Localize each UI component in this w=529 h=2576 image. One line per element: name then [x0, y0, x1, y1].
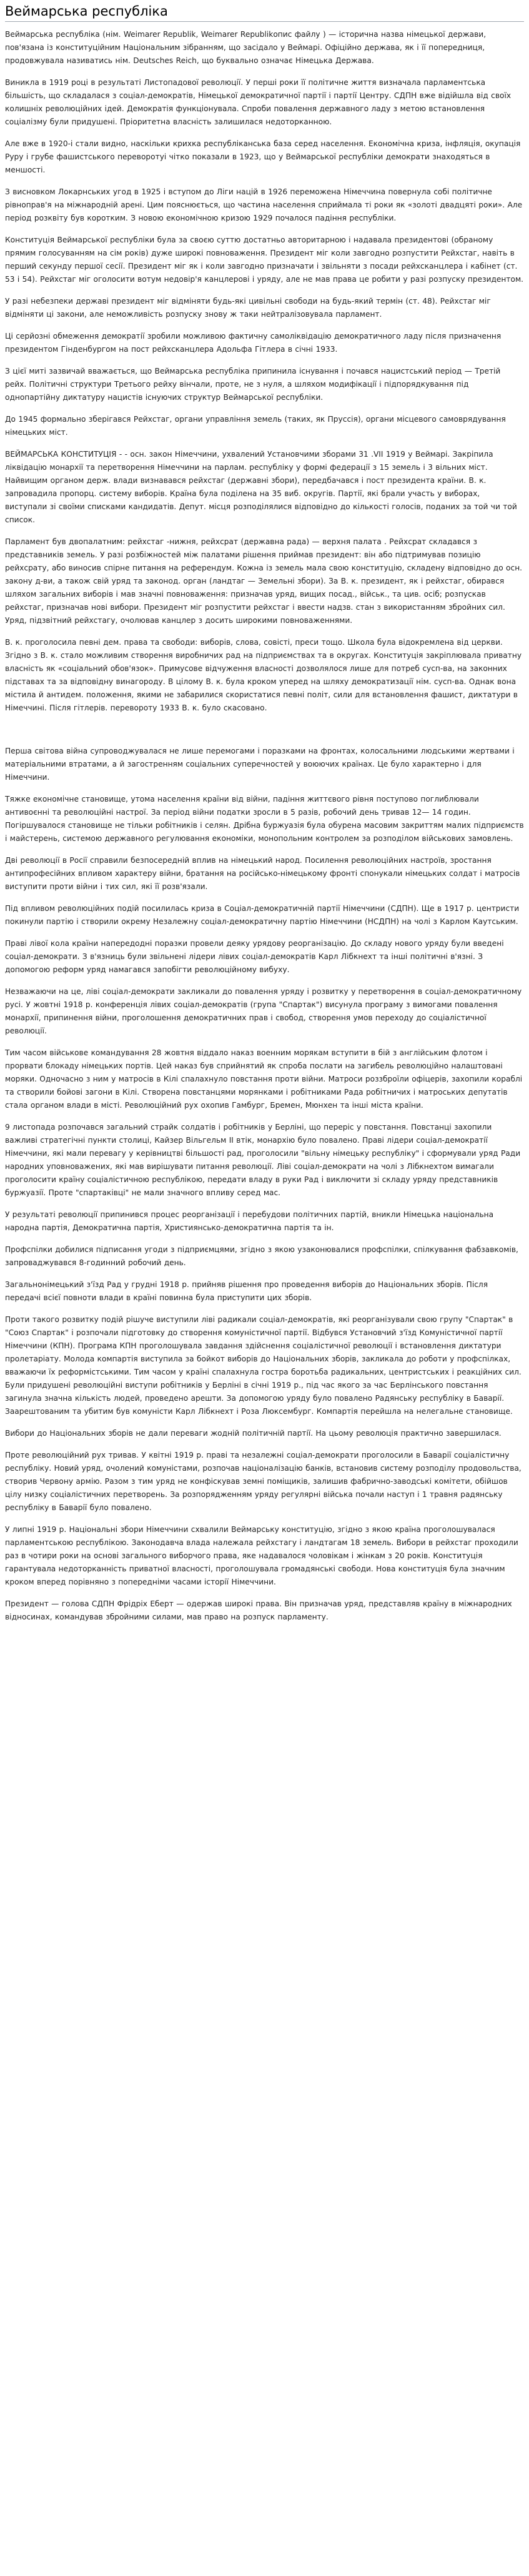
- article-paragraph: Проти такого розвитку подій рішуче виступили ліві радикали соціал-демократів, які реорганізували свою групу "Спартак" в "Союз Спартак" і розпочали підготовку до створення комуністичної партії. Відбувся Установчий з'їзд Комуністичної партії Німеччини (КПН). Програма КПН проголошувала завдання здійснення соціалістичної революції і встановлення диктатури пролетаріату. Молода компартія виступила за бойкот виборів до Національних зборів, закликала до роботи у профспілках, вважаючи їх реформістськими. Тим часом у країні спалахнула гостра боротьба радикальних, центристських і реакційних сил. Були придушені революційні виступи робітників у Берліні в січні 1919 р., під час якого за час Берлінського повстання загинула значна кількість людей, проведено арешти. За допомогою уряду було повалено Радянську республіку в Баварії. Заарештованим та убитим був комуністи Карл Лібкнехт і Роза Люксембург. Компартія перейшла на нелегальне становище.: [5, 1315, 522, 1416]
- page-title: Веймарська республіка: [5, 2, 524, 22]
- article-paragraph: З цієї миті зазвичай вважається, що Веймарська республіка припинила існування і почався нацистський період — Третій рейх. Політичні структури Третього рейху вінчали, проте, не з нуля, а шляхом модифікації і підпорядкування під однопартійну диктатуру нацистів існуючих структур Веймарської республіки.: [5, 367, 501, 402]
- article-paragraph: Виникла в 1919 році в результаті Листопадової революції. У перші роки її політичне життя визначала парламентська більшість, що складалася з соціал-демократів, Німецької демократичної партії і партії Центру. СДПН вже відійшла від своїх колишніх революційних ідей. Демократія функціонувала. Спроби повалення державного ладу з метою встановлення соціалізму були придушені. Пріоритетна власність залишилася недоторканною.: [5, 78, 512, 126]
- article-paragraph: Праві лівої кола країни напередодні поразки провели деяку урядову реорганізацію. До складу нового уряду були введені соціал-демократи. З в'язниць були звільнені лідери лівих соціал-демократів Карл Лібкнехт та інші політичні в'язні. З допомогою реформ уряд намагався запобігти революційному вибуху.: [5, 939, 504, 974]
- article-paragraph: Вибори до Національних зборів не дали переваги жодній політичній партії. На цьому революція практично завершилася.: [5, 1429, 502, 1438]
- article-paragraph: ВЕЙМАРСЬКА КОНСТИТУЦІЯ - - осн. закон Німеччини, ухвалений Установчими зборами 31 .VII 1919 у Веймарі. Закріпила ліквідацію монархії та перетворення Німеччини на парлам. республіку у формі федерації з 15 земель і 3 вільних міст. Найвищим органом держ. влади визнавався рейхстаг (державні збори), передбачався і пост президента країни. В. к. запровадила пропорц. систему виборів. Країна була поділена на 35 виб. округів. Партії, які брали участь у виборах, виступали зі своїми списками кандидатів. Депут. місця розподілялися відповідно до кількості голосів, поданих за той чи той список.: [5, 450, 517, 524]
- article-paragraph: До 1945 формально зберігався Рейхстаг, органи управління земель (таких, як Пруссія), органи місцевого самоврядування німецьких міст.: [5, 415, 506, 437]
- article-paragraph: Дві революції в Росії справили безпосередній вплив на німецький народ. Посилення революційних настроїв, зростання антипрофесійних впливом характеру війни, братання на російсько-німецькому фронті спонукали німецьких солдат і матросів виступити проти війни і тих сил, які її розв'язали.: [5, 856, 520, 891]
- article-paragraph: Конституція Веймарської республіки була за своєю суттю достатньо авторитарною і надавала президентові (обраному прямим голосуванням на сім років) дуже широкі повноваження. Президент міг коли завгодно розпустити Рейхстаг, навіть в перший секунду першої сесії. Президент міг як і коли завгодно призначати і звільняти з посади рейхсканцлера і кабінет (ст. 53 і 54). Рейхстаг міг оголосити вотум недовір'я канцлерові і уряду, але не мав права це робити у разі розпуску президентом.: [5, 236, 524, 284]
- article-paragraph: Профспілки добилися підписання угоди з підприємцями, згідно з якою узаконювалися профспілки, спілкування фабзавкомів, запроваджувався 8-годинний робочий день.: [5, 1245, 518, 1267]
- article-paragraph: Загальнонімецький з'їзд Рад у грудні 1918 р. прийняв рішення про проведення виборів до Національних зборів. Після передачі всієї повноти влади в країні повинна була приступити цих зборів.: [5, 1280, 488, 1302]
- article-paragraph: В. к. проголосила певні дем. права та свободи: виборів, слова, совісті, преси тощо. Школа була відокремлена від церкви. Згідно з В. к. стало можливим створення виробничих рад на підприємствах та в округах. Конституція закріплювала приватну власність як «соціальний обов'язок». Примусове відчуження власності дозволялося лише для потреб сусп-ва, на законних підставах та за відповідну винагороду. В цілому В. к. була кроком уперед на шляху демократизації нім. сусп-ва. Однак вона містила й антидем. положення, якими не забарилися скористатися певні політ, сили для встановлення фашист, диктатури в Німеччині. Після гітлерів. перевороту 1933 В. к. було скасовано.: [5, 638, 522, 712]
- article-paragraph: Під впливом революційних подій посилилась криза в Соціал-демократичній партії Німеччини (СДПН). Ще в 1917 р. центристи покинули партію і створили окрему Незалежну соціал-демократичну партію Німеччини (НСДПН) на чолі з Карлом Каутським.: [5, 904, 520, 926]
- article-paragraph: 9 листопада розпочався загальний страйк солдатів і робітників у Берліні, що переріс у повстання. Повстанці захопили важливі стратегічні пункти столиці, Кайзер Вільгельм II втік, монархію було повалено. Праві лідери соціал-демократії Німеччини, які мали перевагу у керівництві більшості рад, проголосили "вільну німецьку республіку" і сформували уряд Ради народних уповноважених, які мав вирішувати питання революції. Ліві соціал-демократи на чолі з Лібкнехтом вимагали проголосити країну соціалістичною республікою, передати владу в руки Рад і виключити зі складу уряду представників буржуазії. Проте "спартаківці" не мали значного впливу серед мас.: [5, 1123, 521, 1197]
- article-paragraph: Парламент був двопалатним: рейхстаг -нижня, рейхсрат (державна рада) — верхня палата . Рейхсрат складався з представників земель. У разі розбіжностей між палатами рішення приймав президент: він або підтримував позицію рейхсрату, або виносив спірне питання на референдум. Кожна із земель мала свою конституцію, складену відповідно до осн. закону д-ви, а також свій уряд та законод. орган (ландтаг — Земельні збори). За В. к. президент, як і рейхстаг, обирався шляхом загальних виборів і мав значні повноваження: призначав уряд, вищих посад., військ., та цив. осіб; розпускав рейхстаг, призначав нові вибори. Президент міг розпустити рейхстаг і ввести надзв. стан з використанням збройних сил. Уряд, підзвітний рейхстагу, очолював канцлер з досить широкими повноваженнями.: [5, 537, 523, 625]
- article-paragraph: Ці серйозні обмеження демократії зробили можливою фактичну самоліквідацію демократичного ладу після призначення президентом Гінденбургом на пост рейхсканцлера Адольфа Гітлера в січні 1933.: [5, 332, 502, 354]
- article-paragraph: У результаті революції припинився процес реорганізації і перебудови політичних партій, вникли Німецька національна народна партія, Демократична партія, Християнсько-демократична партія та ін.: [5, 1210, 494, 1232]
- article-paragraph: Перша світова війна супроводжувалася не лише перемогами і поразками на фронтах, колосальними людськими жертвами і матеріальними втратами, а й загостренням соціальних суперечностей у воюючих країнах. Це було характерно і для Німеччини.: [5, 747, 515, 782]
- article-paragraph: Проте революційний рух тривав. У квітні 1919 р. праві та незалежні соціал-демократи проголосили в Баварії соціалістичну республіку. Новий уряд, очолений комуністами, розпочав націоналізацію банків, встановив систему розподілу продовольства, створив Червону армію. Разом з тим уряд не конфіскував земні поміщиків, залишив фабрично-заводські комітети, обійшов цілу низку соціалістичних перетворень. За розпорядженням уряду регулярні війська почали наступ і 1 травня радянську республіку в Баварії було повалено.: [5, 1451, 522, 1512]
- article-paragraph: У липні 1919 р. Національні збори Німеччини схвалили Веймарську конституцію, згідно з якою країна проголошувалася парламентською республікою. Законодавча влада належала рейхстагу і ландтагам 18 земель. Вибори в рейхстаг проходили раз в чотири роки на основі загального виборчого права, яке надавалося чоловікам і жінкам з 20 років. Конституція гарантувала недоторканність приватної власності, проголошувала громадянські свободи. Нова конституція була значним кроком вперед порівняно з попередніми часами історії Німеччини.: [5, 1525, 518, 1586]
- article-paragraph: Веймарська республіка (нім. Weimarer Republik, Weimarer Republikопис файлу ) — історична назва німецької держави, пов'язана із конституційним Національним зібранням, що засідало у Веймарі. Офіційно держава, як і її попередниця, продовжувала називатись нім. Deutsches Reich, що буквально означає Німецька Держава.: [5, 30, 487, 65]
- article-paragraph: З висновком Локарнських угод в 1925 і вступом до Ліги націй в 1926 переможена Німеччина повернула собі політичне рівноправ'я на міжнародній арені. Цим пояснюється, що частина населення сприймала ті роки як «золоті двадцяті роки». Але період розквіту був коротким. З новою економічною кризою 1929 почалося падіння республіки.: [5, 187, 523, 222]
- article-paragraph: Президент — голова СДПН Фрідріх Еберт — одержав широкі права. Він призначав уряд, представляв країну в міжнародних відносинах, командував збройними силами, мав право на розпуск парламенту.: [5, 1599, 512, 1621]
- article-paragraph: Тяжке економічне становище, утома населення країни від війни, падіння життєвого рівня поступово поглиблювали антивоєнні та революційні настрої. За період війни податки зросли в 5 разів, робочий день тривав 12— 14 годин. Погіршувалося становище не тільки робітників і селян. Дрібна буржуазія була обурена масовим закриттям малих підприємств і майстерень, системою державного регулювання економіки, монопольним контролем за розподілом військових замовлень.: [5, 795, 524, 843]
- article-paragraph: Незважаючи на це, ліві соціал-демократи закликали до повалення уряду і розвитку у перетворення в соціал-демократичному русі. У жовтні 1918 р. конференція лівих соціал-демократів (група "Спартак") висунула програму з вимогами повалення монархії, припинення війни, проголошення демократичних прав і свобод, створення умов переходу до соціалістичної революції.: [5, 987, 522, 1035]
- article-paragraph: У разі небезпеки державі президент міг відміняти будь-які цивільні свободи на будь-який термін (ст. 48). Рейхстаг міг відміняти ці закони, але неможливість розпуску знову ж таки нейтралізовувала парламент.: [5, 297, 491, 319]
- article-paragraph: Тим часом військове командування 28 жовтня віддало наказ военним морякам вступити в бій з англійським флотом і прорвати блокаду німецьких портів. Цей наказ був сприйнятий як спроба послати на загибель революційно налаштовані моряки. Одночасно з ним у матросів в Кілі спалахнуло повстання проти війни. Матроси роззброїли офіцерів, захопили кораблі та створили бойові загони в Кілі. Створена повстанцями морянками і робітниками Рада робітничих і матроських депутатів стала органом влади в місті. Революційний рух охопив Гамбург, Бремен, Мюнхен та інші міста країни.: [5, 1048, 523, 1110]
- article-paragraph: Але вже в 1920-і стали видно, наскільки крихка республіканська база серед населення. Економічна криза, інфляція, окупація Руру і грубе фашистського переворотуі чітко показали в 1923, що у Веймарської республіки демократи знаходяться в меншості.: [5, 139, 521, 174]
